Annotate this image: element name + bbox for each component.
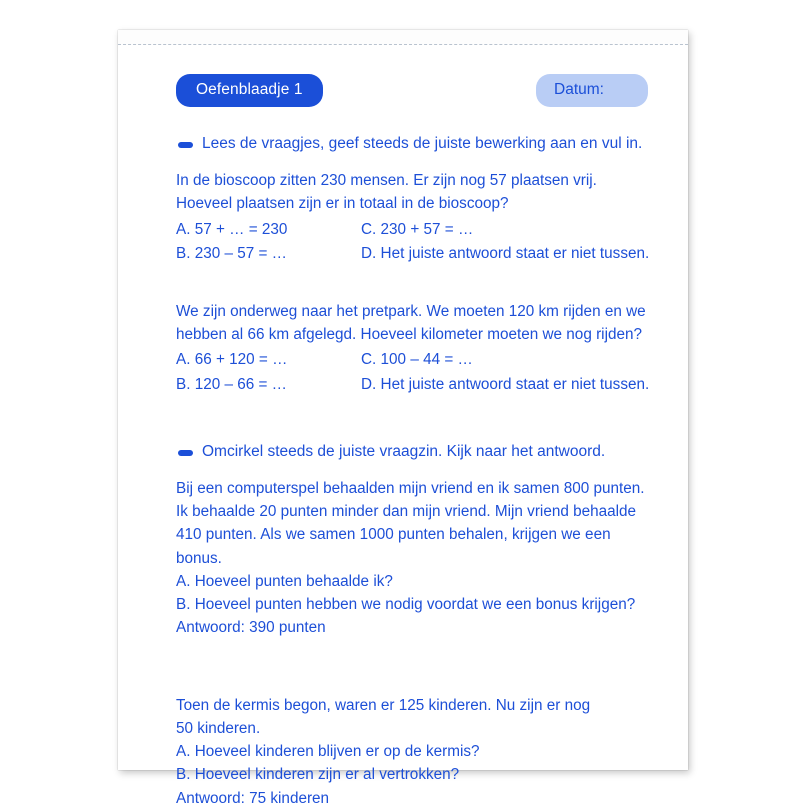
exercise-4-answer: Antwoord: 75 kinderen bbox=[176, 789, 330, 807]
spacer bbox=[176, 288, 654, 300]
exercise-2-line-2: hebben al 66 km afgelegd. Hoeveel kilometer moeten we nog rijden? bbox=[176, 326, 642, 344]
exercise-1-option-a[interactable]: A. 57 + … = 230 bbox=[176, 220, 288, 238]
worksheet-page bbox=[118, 30, 688, 807]
exercise-1-option-b[interactable]: B. 230 – 57 = … bbox=[176, 245, 287, 263]
exercise-3-line-3: 410 punten. Als we samen 1000 punten behalen, krijgen we een bonus. bbox=[176, 526, 611, 567]
exercise-2-options bbox=[176, 348, 654, 396]
exercise-3-question-a[interactable]: A. Hoeveel punten behaalde ik? bbox=[176, 572, 393, 590]
exercise-3-question-b[interactable]: B. Hoeveel punten hebben we nodig voordat we een bonus krijgen? bbox=[176, 596, 636, 614]
exercise-4 bbox=[176, 694, 654, 810]
exercise-2-line-1: We zijn onderweg naar het pretpark. We moeten 120 km rijden en we bbox=[176, 302, 646, 320]
exercise-1-option-c[interactable]: C. 230 + 57 = … bbox=[361, 220, 474, 238]
exercise-4-line-1: Toen de kermis begon, waren er 125 kinderen. Nu zijn er nog bbox=[176, 696, 591, 714]
worksheet-header bbox=[176, 74, 654, 107]
worksheet-title: Oefenblaadje 1 bbox=[176, 74, 323, 107]
exercise-1-line-2: Hoeveel plaatsen zijn er in totaal in de bioscoop? bbox=[176, 195, 509, 213]
exercise-2-option-c[interactable]: C. 100 – 44 = … bbox=[361, 351, 473, 369]
exercise-1-line-1: In de bioscoop zitten 230 mensen. Er zijn nog 57 plaatsen vrij. bbox=[176, 172, 597, 189]
exercise-3-line-2: Ik behaalde 20 punten minder dan mijn vriend. Mijn vriend behaalde bbox=[176, 503, 637, 521]
exercise-3-line-1: Bij een computerspel behaalden mijn vriend en ik samen 800 punten. bbox=[176, 479, 645, 497]
date-field[interactable]: Datum: bbox=[536, 74, 648, 107]
exercise-4-line-2: 50 kinderen. bbox=[176, 719, 261, 737]
exercise-3 bbox=[176, 477, 654, 640]
instruction-1 bbox=[178, 135, 654, 153]
exercise-1-options bbox=[176, 218, 654, 266]
exercise-1-option-d[interactable]: D. Het juiste antwoord staat er niet tussen. bbox=[361, 245, 650, 263]
exercise-1 bbox=[176, 169, 654, 266]
exercise-2 bbox=[176, 300, 654, 397]
dash-bullet-icon bbox=[178, 450, 193, 456]
exercise-4-question-a[interactable]: A. Hoeveel kinderen blijven er op de kermis? bbox=[176, 743, 480, 761]
spacer bbox=[176, 662, 654, 694]
exercise-2-option-d[interactable]: D. Het juiste antwoord staat er niet tussen. bbox=[361, 376, 650, 394]
spacer bbox=[176, 419, 654, 443]
exercise-4-question-b[interactable]: B. Hoeveel kinderen zijn er al vertrokken? bbox=[176, 766, 460, 784]
perforated-edge bbox=[118, 30, 688, 45]
dash-bullet-icon bbox=[178, 142, 193, 148]
exercise-3-answer: Antwoord: 390 punten bbox=[176, 619, 326, 637]
worksheet-content bbox=[118, 44, 688, 807]
instruction-2 bbox=[178, 443, 654, 461]
instruction-1-text: Lees de vraagjes, geef steeds de juiste bewerking aan en vul in. bbox=[202, 135, 643, 152]
instruction-2-text: Omcirkel steeds de juiste vraagzin. Kijk naar het antwoord. bbox=[202, 442, 606, 460]
exercise-2-option-a[interactable]: A. 66 + 120 = … bbox=[176, 351, 288, 369]
exercise-2-option-b[interactable]: B. 120 – 66 = … bbox=[176, 376, 287, 394]
